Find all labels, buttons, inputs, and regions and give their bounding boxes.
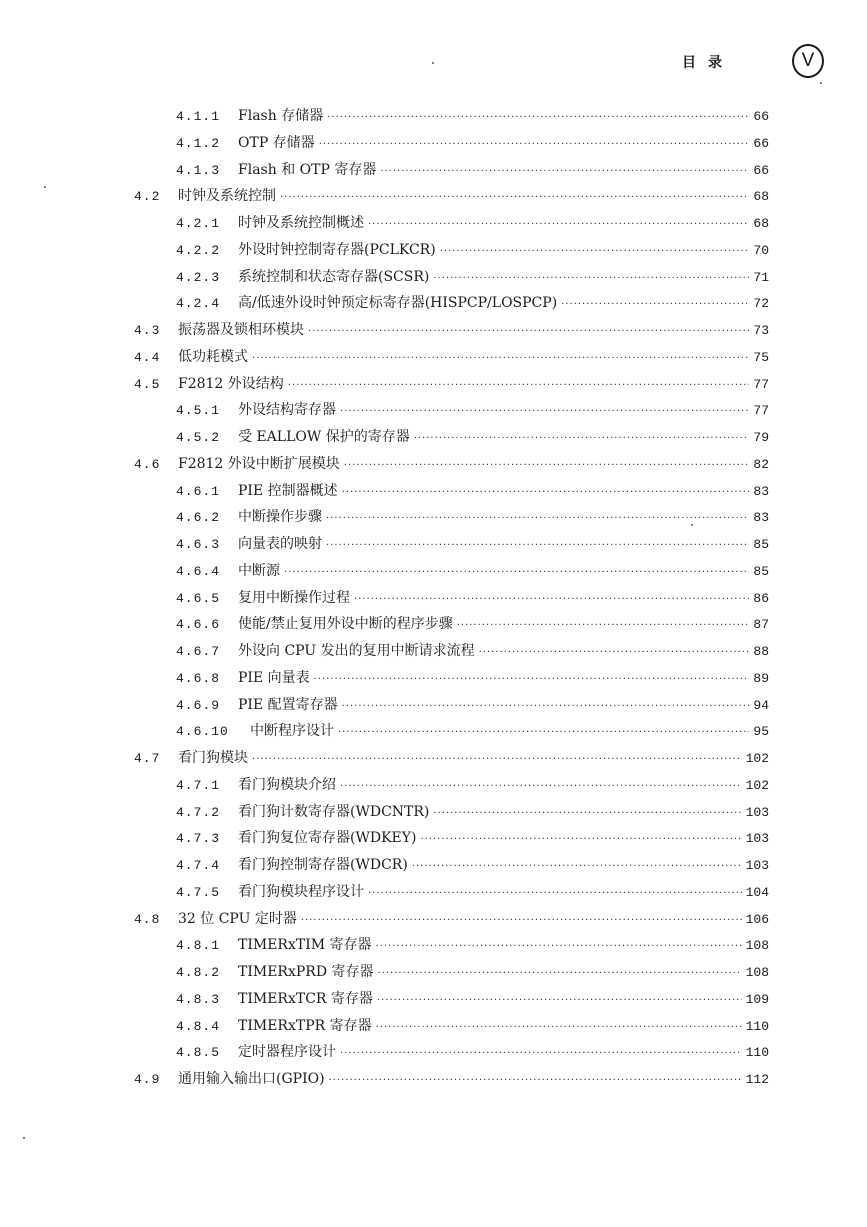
toc-entry-number: 4.7.4 (176, 858, 221, 873)
toc-entry-page: 77 (753, 403, 769, 419)
toc-entry-number: 4.7.2 (176, 804, 221, 820)
toc-entry-title: 看门狗控制寄存器(WDCR) (238, 857, 408, 873)
toc-entry-number: 4.8.4 (176, 1018, 221, 1034)
toc-entry-title: TIMERxTCR 寄存器 (238, 990, 373, 1007)
toc-entry-title: 中断程序设计 (250, 723, 334, 740)
toc-entry-title: 向量表的映射 (238, 536, 322, 552)
toc-entry[interactable] (176, 882, 769, 904)
toc-entry[interactable] (134, 186, 769, 208)
dot-leader (308, 322, 749, 342)
dot-leader (377, 991, 742, 1011)
toc-entry-number: 4.8.1 (176, 938, 221, 954)
toc-entry-page: 112 (745, 1072, 769, 1087)
toc-entry-page: 72 (753, 296, 769, 312)
toc-entry[interactable] (176, 293, 769, 315)
toc-entry-number: 4.6.3 (176, 537, 221, 552)
toc-entry-page: 103 (745, 858, 769, 873)
toc-entry[interactable] (176, 267, 769, 289)
toc-entry-page: 83 (753, 483, 769, 499)
toc-entry-page: 102 (745, 777, 769, 793)
dot-leader (376, 937, 742, 957)
toc-entry[interactable] (134, 320, 769, 342)
toc-entry-page: 104 (745, 884, 769, 900)
toc-entry[interactable] (176, 561, 769, 583)
toc-entry-page: 86 (753, 590, 769, 606)
dot-leader (342, 483, 750, 503)
toc-entry-title: 低功耗模式 (178, 348, 248, 365)
toc-entry-page: 94 (753, 697, 769, 713)
dot-leader (414, 429, 750, 449)
toc-entry-number: 4.8.2 (176, 965, 221, 980)
toc-entry-number: 4.5.2 (176, 430, 221, 445)
toc-entry-number: 4.8.3 (176, 991, 221, 1007)
toc-entry-page: 85 (753, 563, 769, 579)
toc-entry-title: 中断源 (238, 562, 280, 579)
toc-entry[interactable] (134, 1069, 769, 1091)
toc-entry-number: 4.6.10 (176, 724, 229, 740)
toc-entry-number: 4.1.1 (176, 109, 221, 124)
toc-entry[interactable] (176, 1042, 769, 1064)
toc-entry-number: 4.1.3 (176, 162, 221, 178)
toc-entry-number: 4.3 (134, 323, 161, 338)
toc-entry-title: Flash 存储器 (238, 108, 324, 124)
toc-entry-title: 看门狗模块介绍 (238, 776, 336, 793)
dot-leader (412, 857, 742, 877)
toc-entry-page: 103 (745, 831, 769, 847)
toc-entry-number: 4.7.5 (176, 884, 221, 900)
toc-entry-page: 108 (745, 938, 769, 954)
toc-entry-page: 89 (753, 670, 769, 686)
toc-entry-number: 4.9 (134, 1072, 161, 1087)
toc-entry-title: TIMERxPRD 寄存器 (238, 964, 374, 980)
toc-entry-title: PIE 控制器概述 (238, 482, 338, 499)
toc-entry-page: 66 (753, 135, 769, 151)
toc-entry-page: 102 (745, 751, 769, 766)
toc-entry-title: 定时器程序设计 (238, 1044, 336, 1061)
toc-entry-title: 高/低速外设时钟预定标寄存器(HISPCP/LOSPCP) (238, 295, 558, 312)
toc-entry-page: 110 (745, 1045, 769, 1061)
toc-entry-number: 4.2.2 (176, 242, 221, 258)
toc-entry[interactable] (176, 989, 769, 1011)
toc-entry-title: 外设向 CPU 发出的复用中断请求流程 (238, 643, 475, 659)
toc-entry-title: F2812 外设结构 (178, 375, 284, 392)
toc-entry-number: 4.5 (134, 376, 161, 392)
toc-entry-page: 71 (753, 269, 769, 285)
toc-entry[interactable] (176, 935, 769, 957)
dot-leader (288, 376, 750, 396)
dot-leader (252, 349, 749, 369)
dot-leader (340, 402, 749, 422)
toc-entry-page: 66 (753, 162, 769, 178)
toc-entry[interactable] (176, 1016, 769, 1038)
dot-leader (376, 1018, 742, 1038)
toc-entry[interactable] (176, 507, 769, 529)
toc-entry-number: 4.7.1 (176, 777, 221, 793)
toc-entry-page: 110 (745, 1018, 769, 1034)
toc-entry-number: 4.5.1 (176, 403, 221, 419)
dot-leader (338, 723, 749, 743)
dot-leader (340, 1044, 742, 1064)
toc-entry-page: 85 (753, 537, 769, 552)
dot-leader (340, 777, 742, 797)
dot-leader (433, 269, 749, 289)
dot-leader (326, 536, 749, 556)
toc-entry-title: TIMERxTIM 寄存器 (238, 937, 372, 954)
toc-entry-number: 4.2 (134, 189, 161, 205)
toc-entry[interactable] (176, 213, 769, 235)
dot-leader (561, 295, 749, 315)
toc-entry-number: 4.2.1 (176, 216, 221, 231)
toc-entry-page: 87 (753, 617, 769, 633)
toc-entry-title: 使能/禁止复用外设中断的程序步骤 (238, 616, 453, 633)
toc-entry-title: 系统控制和状态寄存器(SCSR) (238, 268, 430, 285)
toc-entry-number: 4.6.7 (176, 644, 221, 659)
toc-entry-title: 看门狗模块 (178, 750, 248, 766)
page-number-badge: V (792, 44, 824, 78)
toc-entry-page: 73 (753, 323, 769, 338)
toc-entry[interactable] (176, 962, 769, 984)
toc-entry-number: 4.8 (134, 911, 161, 927)
toc-entry[interactable] (176, 641, 769, 663)
toc-entry[interactable] (176, 668, 769, 690)
toc-entry-page: 68 (753, 189, 769, 205)
toc-entry-title: PIE 配置寄存器 (238, 696, 338, 713)
toc-entry-title: 中断操作步骤 (238, 509, 322, 526)
toc-entry-title: 振荡器及锁相环模块 (178, 322, 304, 338)
toc-entry-title: 32 位 CPU 定时器 (178, 910, 297, 927)
dot-leader (301, 911, 742, 931)
toc-entry-page: 70 (753, 242, 769, 258)
toc-entry-page: 83 (753, 510, 769, 526)
toc-entry-number: 4.6.5 (176, 590, 221, 606)
toc-entry[interactable] (176, 400, 769, 422)
toc-entry-title: 受 EALLOW 保护的寄存器 (238, 429, 410, 445)
toc-entry[interactable] (134, 454, 769, 476)
toc-entry[interactable] (134, 748, 769, 770)
toc-entry-title: 看门狗计数寄存器(WDCNTR) (238, 803, 430, 820)
toc-entry-page: 79 (753, 430, 769, 445)
dot-leader (440, 242, 750, 262)
toc-entry-page: 106 (745, 911, 769, 927)
toc-entry[interactable] (176, 240, 769, 262)
toc-entry-number: 4.2.4 (176, 296, 221, 312)
toc-entry-number: 4.6 (134, 456, 161, 472)
toc-entry[interactable] (134, 347, 769, 369)
header-title: 目录 (682, 55, 734, 71)
toc-entry[interactable] (134, 909, 769, 931)
toc-entry[interactable] (134, 374, 769, 396)
toc-entry-number: 4.1.2 (176, 135, 221, 151)
toc-entry[interactable] (176, 721, 769, 743)
toc-entry-number: 4.6.9 (176, 697, 221, 713)
toc-entry-number: 4.6.4 (176, 563, 221, 579)
toc-entry[interactable] (176, 588, 769, 610)
toc-entry-page: 66 (753, 109, 769, 124)
toc-entry-page: 82 (753, 456, 769, 472)
dot-leader (329, 1071, 742, 1091)
dot-leader (319, 135, 750, 155)
toc-entry-title: 时钟及系统控制概述 (238, 215, 364, 231)
dot-leader (252, 750, 742, 770)
dot-leader (314, 670, 750, 690)
toc-entry[interactable] (176, 133, 769, 155)
toc-entry-title: 复用中断操作过程 (238, 589, 350, 606)
dot-leader (354, 590, 749, 610)
toc-entry-number: 4.6.8 (176, 670, 221, 686)
toc-entry[interactable] (176, 614, 769, 636)
toc-entry-number: 4.2.3 (176, 269, 221, 285)
toc-entry[interactable] (176, 828, 769, 850)
dot-leader (479, 643, 750, 663)
toc-entry-number: 4.8.5 (176, 1045, 221, 1061)
dot-leader (368, 215, 749, 235)
toc-entry[interactable] (176, 160, 769, 182)
toc-entry[interactable] (176, 481, 769, 503)
toc-entry-page: 68 (753, 216, 769, 231)
toc-entry-title: 外设时钟控制寄存器(PCLKCR) (238, 241, 436, 258)
dot-leader (280, 188, 749, 208)
toc-entry-title: PIE 向量表 (238, 669, 310, 686)
toc-entry-page: 75 (753, 349, 769, 365)
toc-entry-title: 通用输入输出口(GPIO) (178, 1071, 325, 1087)
toc-entry-number: 4.7 (134, 751, 161, 766)
toc-entry-page: 108 (745, 965, 769, 980)
toc-entry[interactable] (176, 855, 769, 877)
toc-entry-number: 4.7.3 (176, 831, 221, 847)
dot-leader (420, 830, 741, 850)
toc-entry[interactable] (176, 802, 769, 824)
dot-leader (378, 964, 742, 984)
dot-leader (344, 456, 750, 476)
toc-entry[interactable] (176, 695, 769, 717)
dot-leader (380, 162, 749, 182)
dot-leader (327, 108, 749, 128)
toc-entry-number: 4.6.6 (176, 617, 221, 633)
toc-entry-page: 109 (745, 991, 769, 1007)
dot-leader (368, 884, 742, 904)
toc-entry-title: TIMERxTPR 寄存器 (238, 1017, 372, 1034)
toc-entry[interactable] (176, 106, 769, 128)
toc-entry-page: 95 (753, 724, 769, 740)
toc-entry[interactable] (176, 534, 769, 556)
toc-entry[interactable] (176, 427, 769, 449)
toc-entry-title: 看门狗模块程序设计 (238, 883, 364, 900)
toc-entry-title: F2812 外设中断扩展模块 (178, 455, 340, 472)
toc-entry-page: 103 (745, 804, 769, 820)
toc-entry-title: Flash 和 OTP 寄存器 (238, 161, 377, 178)
toc-entry-title: 看门狗复位寄存器(WDKEY) (238, 830, 417, 847)
toc-entry-number: 4.6.1 (176, 483, 221, 499)
dot-leader (284, 563, 749, 583)
toc-entry-title: 外设结构寄存器 (238, 402, 336, 419)
toc-entry[interactable] (176, 775, 769, 797)
toc-entry-number: 4.4 (134, 349, 161, 365)
dot-leader (342, 697, 750, 717)
dot-leader (457, 616, 750, 636)
dot-leader (326, 509, 749, 529)
dot-leader (433, 804, 741, 824)
toc-entry-page: 77 (753, 376, 769, 392)
toc-entry-title: 时钟及系统控制 (178, 188, 276, 205)
toc-entry-page: 88 (753, 644, 769, 659)
toc-entry-title: OTP 存储器 (238, 134, 315, 151)
toc-entry-number: 4.6.2 (176, 510, 221, 526)
